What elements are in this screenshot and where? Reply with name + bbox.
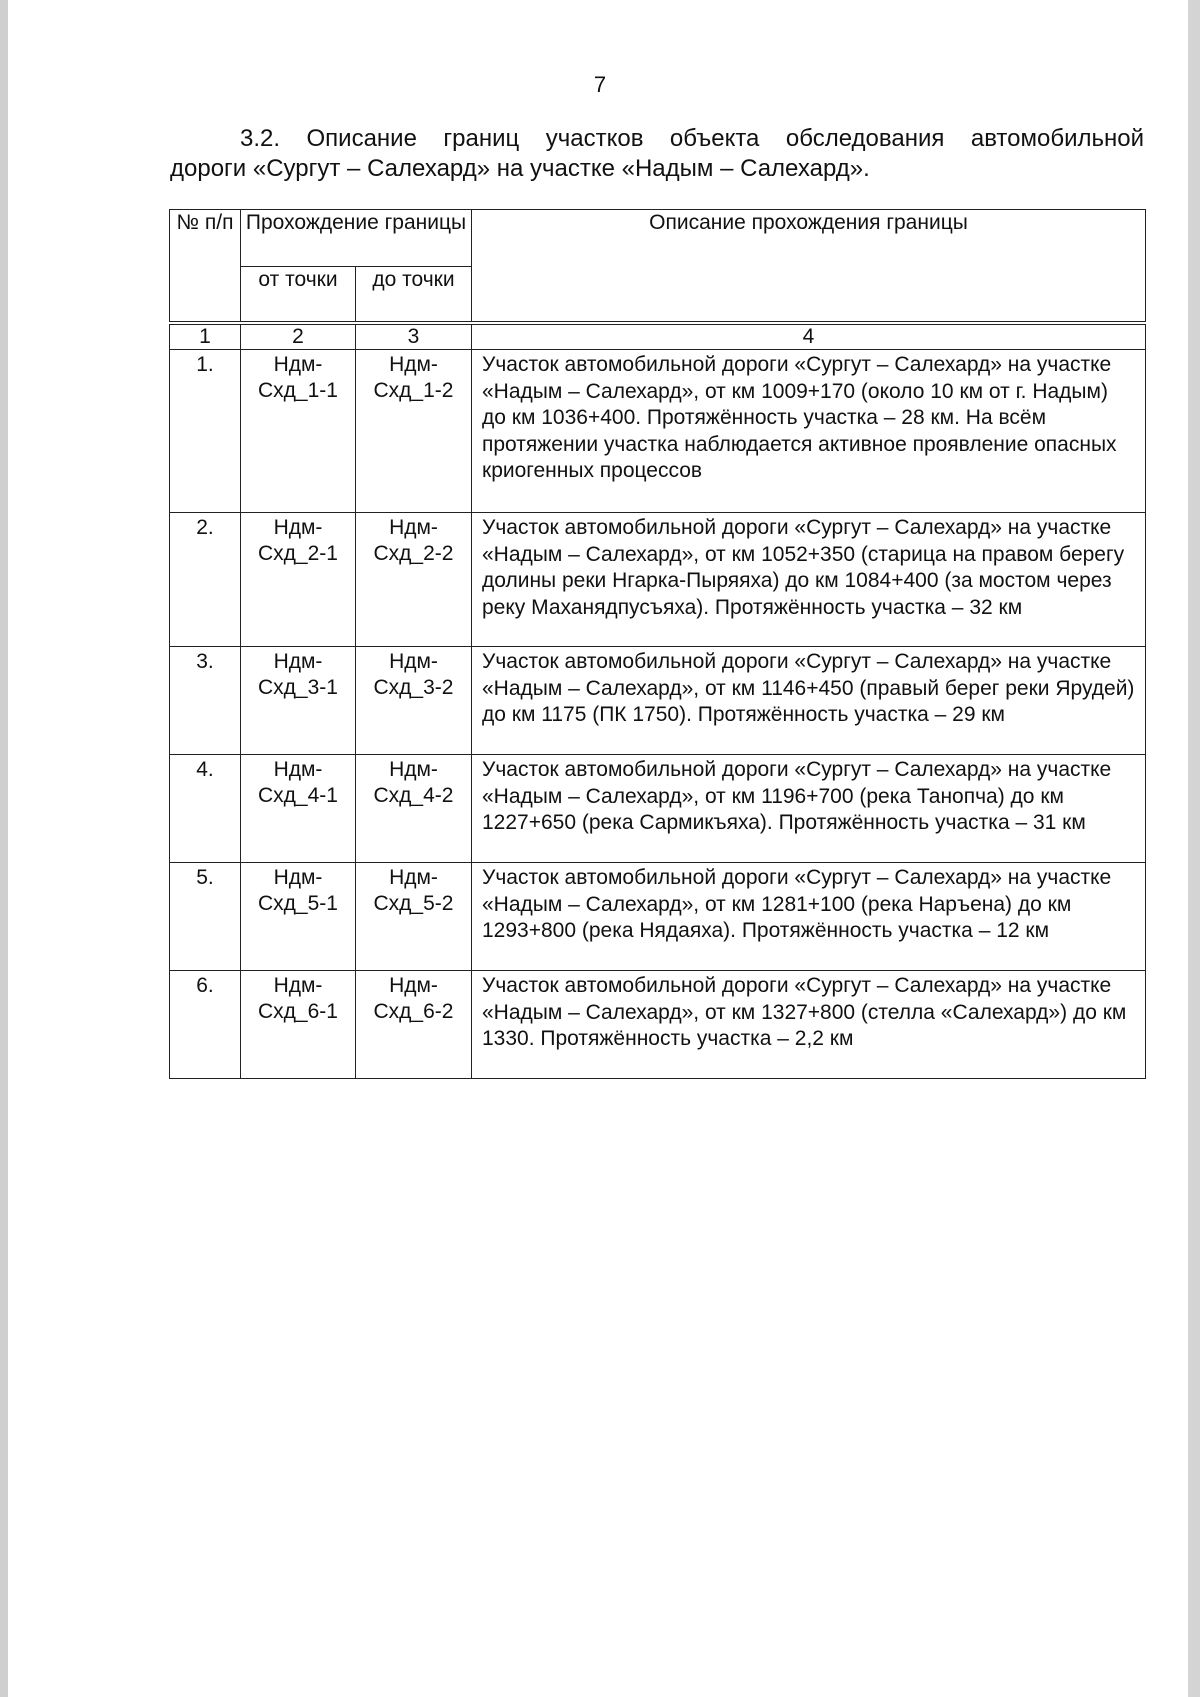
header-boundary-passage: Прохождение границы xyxy=(241,210,472,267)
table-row xyxy=(170,971,1146,1079)
column-number: 1 xyxy=(170,323,241,350)
table-row xyxy=(170,863,1146,971)
table-row xyxy=(170,513,1146,647)
to-point: Ндм-Схд_1-2 xyxy=(356,350,472,513)
scan-edge-left xyxy=(0,0,8,1697)
boundary-description: Участок автомобильной дороги «Сургут – Салехард» на участке «Надым – Салехард», от км 1052+350 (старица на правом берегу долины реки Нгарка-Пыряяха) до км 1084+400 (за мостом через реку Маханядпусъяха). Протяжённость участка – 32 км xyxy=(472,513,1146,647)
boundary-description: Участок автомобильной дороги «Сургут – Салехард» на участке «Надым – Салехард», от км 1009+170 (около 10 км от г. Надым) до км 1036+400. Протяжённость участка – 28 км. На всём протяжении участка наблюдается активное проявление опасных криогенных процессов xyxy=(472,350,1146,513)
table-row xyxy=(170,647,1146,755)
column-number: 3 xyxy=(356,323,472,350)
to-point: Ндм-Схд_4-2 xyxy=(356,755,472,863)
row-number: 1. xyxy=(170,350,241,513)
from-point: Ндм-Схд_5-1 xyxy=(241,863,356,971)
from-point: Ндм-Схд_1-1 xyxy=(241,350,356,513)
section-heading xyxy=(170,124,1144,184)
header-description: Описание прохождения границы xyxy=(472,210,1146,324)
row-number: 3. xyxy=(170,647,241,755)
boundary-description: Участок автомобильной дороги «Сургут – Салехард» на участке «Надым – Салехард», от км 1281+100 (река Наръена) до км 1293+800 (река Нядаяха). Протяжённость участка – 12 км xyxy=(472,863,1146,971)
from-point: Ндм-Схд_2-1 xyxy=(241,513,356,647)
section-heading-line-2: дороги «Сургут – Салехард» на участке «Надым – Салехард». xyxy=(170,155,870,182)
boundary-description: Участок автомобильной дороги «Сургут – Салехард» на участке «Надым – Салехард», от км 1146+450 (правый берег реки Ярудей) до км 1175 (ПК 1750). Протяжённость участка – 29 км xyxy=(472,647,1146,755)
scan-edge-right xyxy=(1188,0,1200,1697)
header-from-point: от точки xyxy=(241,267,356,324)
to-point: Ндм-Схд_2-2 xyxy=(356,513,472,647)
from-point: Ндм-Схд_6-1 xyxy=(241,971,356,1079)
page-number: 7 xyxy=(593,72,607,97)
from-point: Ндм-Схд_3-1 xyxy=(241,647,356,755)
to-point: Ндм-Схд_5-2 xyxy=(356,863,472,971)
boundaries-table xyxy=(169,209,1146,1079)
row-number: 4. xyxy=(170,755,241,863)
table-row xyxy=(170,350,1146,513)
table-row xyxy=(170,755,1146,863)
column-number-row xyxy=(170,323,1146,350)
from-point: Ндм-Схд_4-1 xyxy=(241,755,356,863)
row-number: 5. xyxy=(170,863,241,971)
column-number: 4 xyxy=(472,323,1146,350)
row-number: 2. xyxy=(170,513,241,647)
to-point: Ндм-Схд_3-2 xyxy=(356,647,472,755)
to-point: Ндм-Схд_6-2 xyxy=(356,971,472,1079)
column-number: 2 xyxy=(241,323,356,350)
boundary-description: Участок автомобильной дороги «Сургут – Салехард» на участке «Надым – Салехард», от км 1196+700 (река Танопча) до км 1227+650 (река Сармикъяха). Протяжённость участка – 31 км xyxy=(472,755,1146,863)
row-number: 6. xyxy=(170,971,241,1079)
boundary-description: Участок автомобильной дороги «Сургут – Салехард» на участке «Надым – Салехард», от км 1327+800 (стелла «Салехард») до км 1330. Протяжённость участка – 2,2 км xyxy=(472,971,1146,1079)
section-heading-line-1: 3.2. Описание границ участков объекта обследования автомобильной xyxy=(240,125,1144,152)
header-to-point: до точки xyxy=(356,267,472,324)
header-number: № п/п xyxy=(170,210,241,324)
